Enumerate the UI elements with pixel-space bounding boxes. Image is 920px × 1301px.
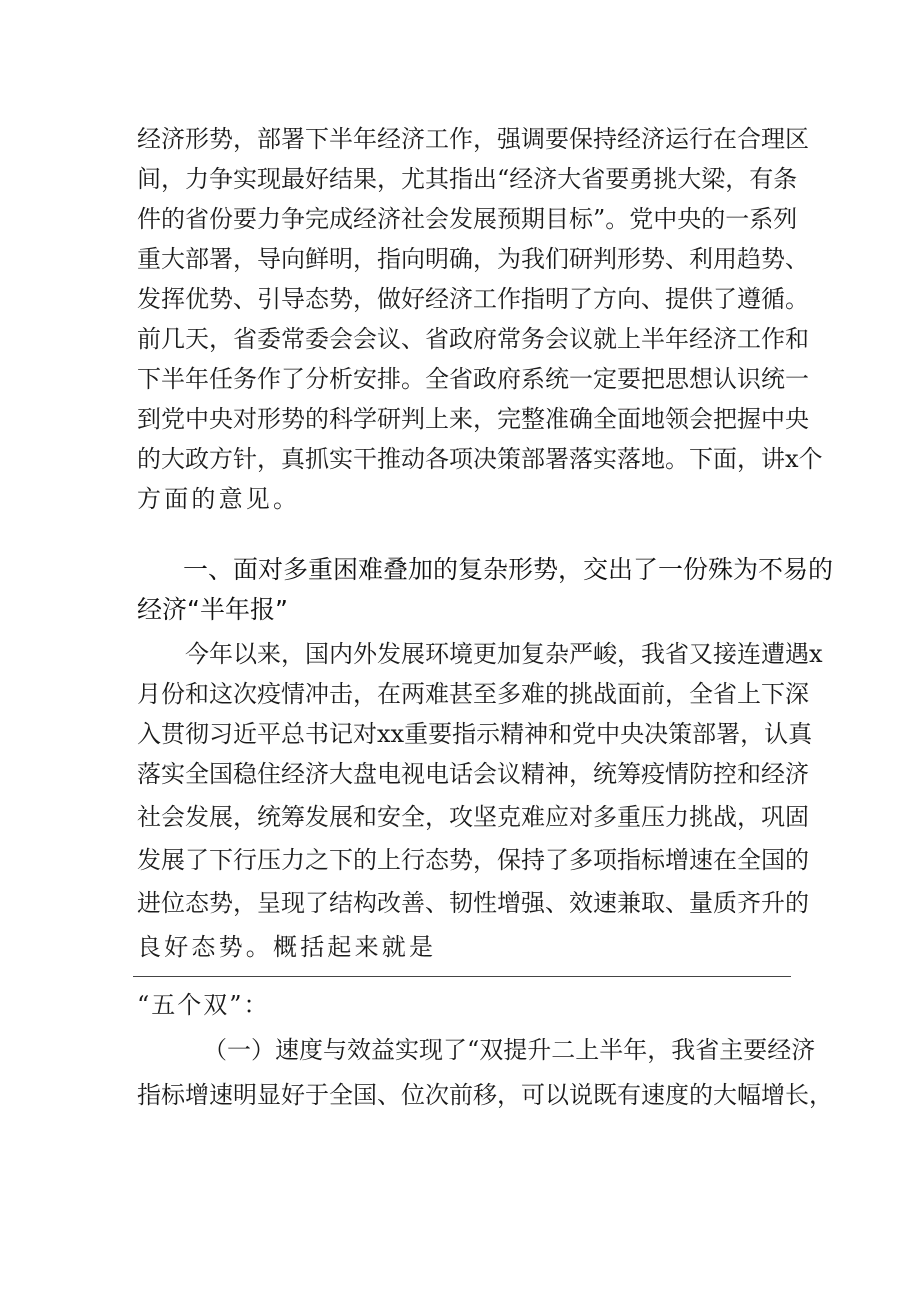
subsection-line: 指标增速明显好于全国、位次前移，可以说既有速度的大幅增长， (137, 1081, 833, 1109)
continued-text: “五个双”： (137, 991, 270, 1019)
intro-line: 间，力争实现最好结果，尤其指出“经济大省要勇挑大梁，有条 (137, 165, 798, 193)
body-line: 良好态势。概括起来就是 (137, 933, 437, 961)
body-line: 进位态势，呈现了结构改善、韧性增强、效速兼取、量质齐升的 (137, 889, 809, 917)
intro-line: 经济形势，部署下半年经济工作，强调要保持经济运行在合理区 (137, 125, 809, 153)
horizontal-divider (133, 976, 791, 977)
intro-line: 下半年任务作了分析安排。全省政府系统一定要把思想认识统一 (137, 365, 809, 393)
intro-line: 重大部署，导向鲜明，指向明确，为我们研判形势、利用趋势、 (137, 245, 809, 273)
intro-line: 方面的意见。 (137, 485, 301, 513)
intro-line: 到党中央对形势的科学研判上来，完整准确全面地领会把握中央 (137, 405, 809, 433)
body-line: 月份和这次疫情冲击，在两难甚至多难的挑战面前，全省上下深 (137, 680, 809, 708)
body-line: 入贯彻习近平总书记对xx重要指示精神和党中央决策部署，认真 (137, 720, 813, 748)
intro-line: 件的省份要力争完成经济社会发展预期目标”。党中央的一系列 (137, 205, 798, 233)
body-line: 发展了下行压力之下的上行态势，保持了多项指标增速在全国的 (137, 846, 809, 874)
body-line: 落实全国稳住经济大盘电视电话会议精神，统筹疫情防控和经济 (137, 760, 809, 788)
intro-line: 的大政方针，真抓实干推动各项决策部署落实落地。下面，讲x个 (137, 445, 823, 473)
section-heading: 一、面对多重困难叠加的复杂形势，交出了一份殊为不易的 (183, 555, 834, 584)
intro-line: 前几天，省委常委会会议、省政府常务会议就上半年经济工作和 (137, 325, 809, 353)
subsection-line: （一）速度与效益实现了“双提升二上半年，我省主要经济 (203, 1036, 816, 1064)
section-heading: 经济“半年报” (137, 595, 288, 624)
body-line: 今年以来，国内外发展环境更加复杂严峻，我省又接连遭遇x (185, 640, 823, 668)
body-line: 社会发展，统筹发展和安全，攻坚克难应对多重压力挑战，巩固 (137, 803, 809, 831)
intro-line: 发挥优势、引导态势，做好经济工作指明了方向、提供了遵循。 (137, 285, 809, 313)
